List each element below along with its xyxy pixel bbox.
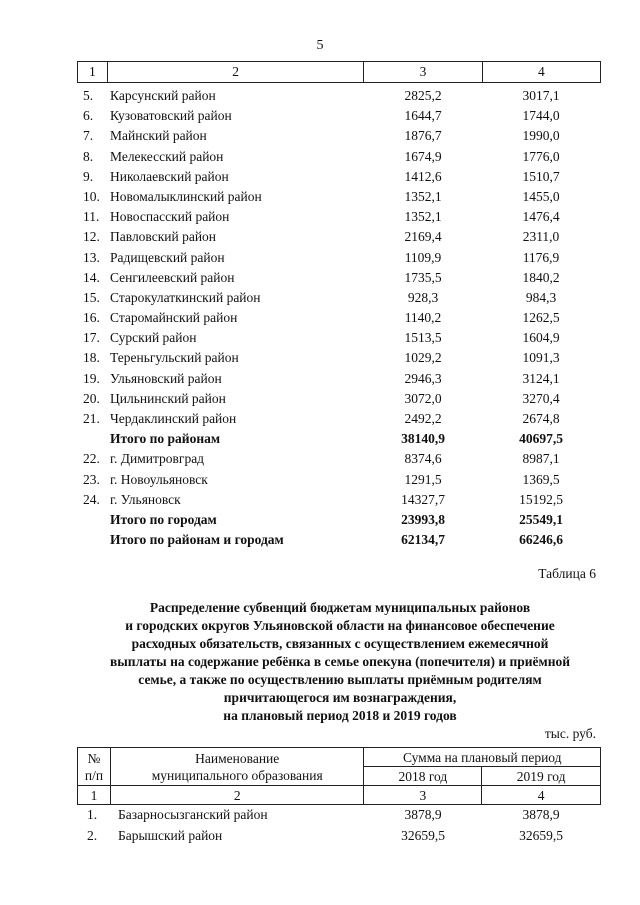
row-name: Старомайнский район — [110, 310, 238, 326]
table-row — [77, 308, 601, 328]
row-number: 21. — [83, 411, 100, 426]
row-value-3: 1352,1 — [404, 188, 442, 204]
row-name: г. Димитровград — [110, 451, 205, 467]
row-value-4: 2311,0 — [522, 229, 560, 245]
row-value-3: 2169,4 — [404, 229, 442, 245]
row-value-4: 8987,1 — [522, 451, 560, 467]
row-value-3: 2946,3 — [404, 370, 442, 386]
row-value-4: 1604,9 — [522, 330, 560, 346]
title-line: на плановый период 2018 и 2019 годов — [223, 708, 457, 723]
table-row — [77, 147, 601, 167]
row-value-3: 38140,9 — [401, 431, 445, 447]
row-name: Итого по районам и городам — [110, 532, 284, 548]
row-value-3: 928,3 — [407, 289, 439, 305]
row-value-4: 3017,1 — [522, 88, 560, 103]
row-number: 9. — [83, 168, 94, 184]
row-value-4: 3270,4 — [522, 390, 560, 406]
row-value-4: 1744,0 — [522, 108, 560, 124]
row-name: г. Ульяновск — [110, 491, 181, 507]
row-value-4: 40697,5 — [519, 431, 563, 447]
row-value-3: 3072,0 — [404, 390, 442, 406]
table-row — [77, 490, 601, 510]
header-col2-cell: 2 — [110, 786, 364, 805]
continuation-table-header — [77, 61, 601, 83]
row-value-4: 66246,6 — [519, 532, 563, 548]
row-value-3: 2492,2 — [404, 411, 442, 426]
table-title — [90, 599, 590, 725]
row-value-3: 1140,2 — [404, 310, 442, 326]
table-row — [77, 86, 601, 106]
title-line: расходных обязательств, связанных с осуществлением ежемесячной — [131, 636, 549, 651]
row-number: 16. — [83, 310, 100, 326]
units-label: тыс. руб. — [544, 726, 596, 741]
table6-body — [77, 804, 601, 846]
table-row — [77, 530, 601, 550]
header-num-line1: № — [87, 750, 101, 766]
row-value-3: 1291,5 — [404, 471, 442, 487]
row-name: Карсунский район — [110, 88, 216, 103]
row-number: 15. — [83, 289, 100, 305]
title-line: семье, а также по осуществлению выплаты приёмным родителям — [138, 672, 542, 687]
row-value-3: 1352,1 — [404, 209, 442, 225]
row-number: 6. — [83, 108, 94, 124]
table-row — [77, 348, 601, 368]
row-number: 19. — [83, 370, 100, 386]
row-number: 1. — [87, 807, 98, 822]
row-name: Мелекесский район — [110, 148, 224, 164]
row-value-4: 3878,9 — [522, 807, 560, 822]
row-value-4: 2674,8 — [522, 411, 560, 426]
header-col3-cell: 3 — [364, 786, 482, 805]
row-value-4: 25549,1 — [519, 511, 563, 527]
row-number: 10. — [83, 188, 100, 204]
row-name: Тереньгульский район — [110, 350, 239, 366]
row-value-3: 1109,9 — [404, 249, 442, 265]
row-name: Новомалыклинский район — [110, 188, 262, 204]
row-number: 2. — [87, 828, 98, 843]
row-name: Итого по городам — [110, 511, 217, 527]
row-value-4: 1369,5 — [522, 471, 560, 487]
header-col-2: 2 — [107, 62, 364, 82]
table-row — [77, 510, 601, 530]
table-caption: Таблица 6 — [538, 566, 596, 581]
row-number: 22. — [83, 451, 100, 467]
row-number: 20. — [83, 390, 100, 406]
row-value-3: 32659,5 — [401, 828, 445, 843]
table-row — [77, 126, 601, 146]
row-value-3: 1513,5 — [404, 330, 442, 346]
table-row — [77, 389, 601, 409]
row-value-4: 984,3 — [525, 289, 557, 305]
title-line: Распределение субвенций бюджетам муниципальных районов — [149, 600, 531, 615]
table-row — [77, 187, 601, 207]
row-name: Майнский район — [110, 128, 207, 144]
header-name-line1: Наименование — [195, 750, 280, 766]
table-row — [77, 429, 601, 449]
row-number: 13. — [83, 249, 100, 265]
row-value-3: 1674,9 — [404, 148, 442, 164]
table-row — [77, 248, 601, 268]
row-number: 14. — [83, 269, 100, 285]
row-number — [77, 510, 110, 530]
row-name: Сенгилеевский район — [110, 269, 235, 285]
table-row — [77, 804, 601, 825]
row-name: Цильнинский район — [110, 390, 226, 406]
row-value-3: 1876,7 — [404, 128, 442, 144]
table-row — [77, 369, 601, 389]
row-name: Барышский район — [118, 828, 223, 843]
header-col1-cell: 1 — [78, 786, 111, 805]
row-name: Павловский район — [110, 229, 217, 245]
row-value-4: 32659,5 — [519, 828, 563, 843]
row-number: 8. — [83, 148, 94, 164]
row-value-3: 23993,8 — [401, 511, 445, 527]
header-col-3: 3 — [363, 62, 481, 82]
title-line: выплаты на содержание ребёнка в семье опекуна (попечителя) и приёмной — [109, 654, 571, 669]
row-value-3: 2825,2 — [404, 88, 442, 103]
table-row — [77, 449, 601, 469]
table-row — [77, 825, 601, 846]
row-number: 12. — [83, 229, 100, 245]
row-value-4: 3124,1 — [522, 370, 560, 386]
table-row — [77, 328, 601, 348]
row-value-4: 1510,7 — [522, 168, 560, 184]
table-row — [77, 409, 601, 429]
row-value-4: 1990,0 — [522, 128, 560, 144]
header-col-4: 4 — [482, 62, 601, 82]
row-name: Ульяновский район — [110, 370, 222, 386]
header-sum-cell: Сумма на плановый период — [364, 748, 601, 767]
row-value-4: 1262,5 — [522, 310, 560, 326]
row-name: Чердаклинский район — [110, 411, 237, 426]
row-number — [77, 530, 110, 550]
table-row — [77, 106, 601, 126]
row-number: 18. — [83, 350, 100, 366]
row-number — [77, 429, 110, 449]
row-name: г. Новоульяновск — [110, 471, 208, 487]
row-number: 24. — [83, 491, 100, 507]
row-value-4: 1776,0 — [522, 148, 560, 164]
row-number: 5. — [83, 88, 94, 103]
row-value-4: 1091,3 — [522, 350, 560, 366]
header-col-1: 1 — [77, 62, 107, 82]
row-name: Старокулаткинский район — [110, 289, 261, 305]
row-value-4: 1176,9 — [522, 249, 560, 265]
row-value-4: 1840,2 — [522, 269, 560, 285]
row-value-3: 1735,5 — [404, 269, 442, 285]
row-value-4: 15192,5 — [519, 491, 563, 507]
continuation-table-body — [77, 86, 601, 550]
header-name-line2: муниципального образования — [151, 767, 323, 783]
table-row — [77, 227, 601, 247]
table-row — [77, 470, 601, 490]
row-name: Николаевский район — [110, 168, 229, 184]
row-name: Кузоватовский район — [110, 108, 232, 124]
row-value-3: 62134,7 — [401, 532, 445, 548]
row-value-4: 1455,0 — [522, 188, 560, 204]
header-num-line2: п/п — [84, 767, 104, 783]
table-row — [77, 288, 601, 308]
header-year1-cell: 2018 год — [364, 767, 482, 786]
row-value-4: 1476,4 — [522, 209, 560, 225]
row-value-3: 8374,6 — [404, 451, 442, 467]
row-value-3: 1644,7 — [404, 108, 442, 124]
table-row — [77, 268, 601, 288]
header-name-cell — [110, 748, 364, 786]
row-name: Сурский район — [110, 330, 197, 346]
row-value-3: 14327,7 — [401, 491, 445, 507]
page-number: 5 — [316, 38, 324, 53]
row-number: 7. — [83, 128, 94, 144]
row-number: 23. — [83, 471, 100, 487]
title-line: и городских округов Ульяновской области на финансовое обеспечение — [125, 618, 555, 633]
header-num-cell — [78, 748, 111, 786]
row-name: Базарносызганский район — [118, 807, 268, 822]
row-value-3: 3878,9 — [404, 807, 442, 822]
row-value-3: 1029,2 — [404, 350, 442, 366]
table6-header — [77, 747, 601, 805]
header-col4-cell: 4 — [482, 786, 601, 805]
row-value-3: 1412,6 — [404, 168, 442, 184]
table-row — [77, 167, 601, 187]
row-number: 17. — [83, 330, 100, 346]
row-name: Радищевский район — [110, 249, 225, 265]
title-line: причитающегося им вознаграждения, — [223, 690, 457, 705]
row-number: 11. — [83, 209, 100, 225]
row-name: Новоспасский район — [110, 209, 230, 225]
row-name: Итого по районам — [110, 431, 221, 447]
header-year2-cell: 2019 год — [482, 767, 601, 786]
table-row — [77, 207, 601, 227]
